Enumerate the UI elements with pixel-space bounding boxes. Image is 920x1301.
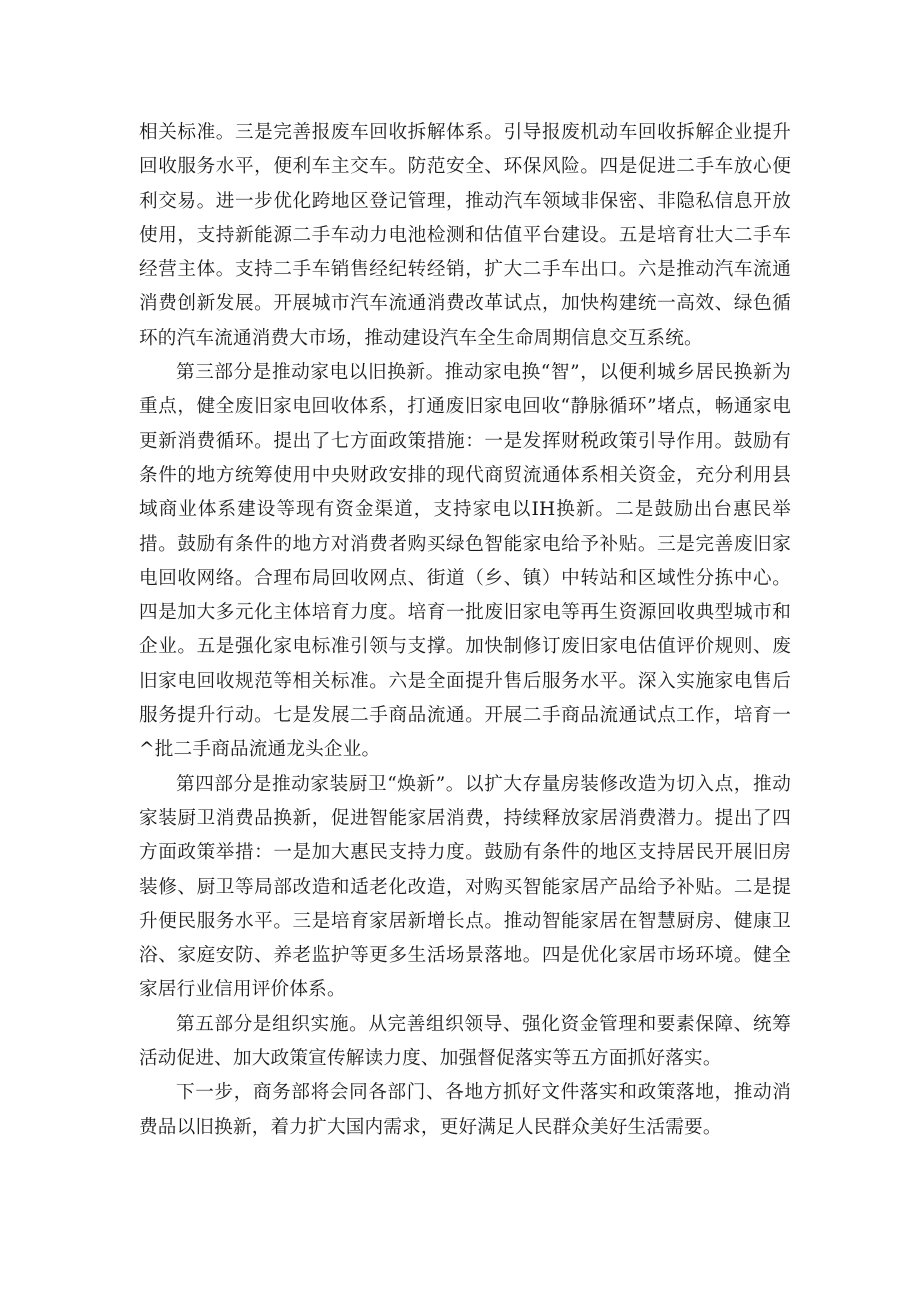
paragraph-part-four: 第四部分是推动家装厨卫“焕新”。以扩大存量房装修改造为切入点，推动家装厨卫消费品换新，促进智能家居消费，持续释放家居消费潜力。提出了四方面政策举措：一是加大惠民支持力度。鼓励有条件的地区支持居民开展旧房装修、厨卫等局部改造和适老化改造，对购买智能家居产品给予补贴。二是提升便民服务水平。三是培育家居新增长点。推动智能家居在智慧厨房、健康卫浴、家庭安防、养老监护等更多生活场景落地。四是优化家居市场环境。健全家居行业信用评价体系。 <box>139 773 791 1001</box>
paragraph-next-steps: 下一步，商务部将会同各部门、各地方抓好文件落实和政策落地，推动消费品以旧换新，着力扩大国内需求，更好满足人民群众美好生活需要。 <box>139 1082 791 1138</box>
paragraph-part-five: 第五部分是组织实施。从完善组织领导、强化资金管理和要素保障、统筹活动促进、加大政策宣传解读力度、加强督促落实等五方面抓好落实。 <box>139 1013 791 1070</box>
paragraph-continued: 相关标准。三是完善报废车回收拆解体系。引导报废机动车回收拆解企业提升回收服务水平，便利车主交车。防范安全、环保风险。四是促进二手车放心便利交易。进一步优化跨地区登记管理，推动汽车领域非保密、非隐私信息开放使用，支持新能源二手车动力电池检测和估值平台建设。五是培育壮大二手车经营主体。支持二手车销售经纪转经销，扩大二手车出口。六是推动汽车流通消费创新发展。开展城市汽车流通消费改革试点，加快构建统一高效、绿色循环的汽车流通消费大市场，推动建设汽车全生命周期信息交互系统。 <box>139 122 791 349</box>
paragraph-part-three: 第三部分是推动家电以旧换新。推动家电换“智”，以便利城乡居民换新为重点，健全废旧家电回收体系，打通废旧家电回收“静脉循环”堵点，畅通家电更新消费循环。提出了七方面政策措施：一是发挥财税政策引导作用。鼓励有条件的地方统筹使用中央财政安排的现代商贸流通体系相关资金，充分利用县域商业体系建设等现有资金渠道，支持家电以IH换新。二是鼓励出台惠民举措。鼓励有条件的地方对消费者购买绿色智能家电给予补贴。三是完善废旧家电回收网络。合理布局回收网点、街道（乡、镇）中转站和区域性分拣中心。四是加大多元化主体培育力度。培育一批废旧家电等再生资源回收典型城市和企业。五是强化家电标准引领与支撑。加快制修订废旧家电估值评价规则、废旧家电回收规范等相关标准。六是全面提升售后服务水平。深入实施家电售后服务提升行动。七是发展二手商品流通。开展二手商品流通试点工作，培育一^批二手商品流通龙头企业。 <box>139 362 791 761</box>
document-body <box>139 116 791 1145</box>
